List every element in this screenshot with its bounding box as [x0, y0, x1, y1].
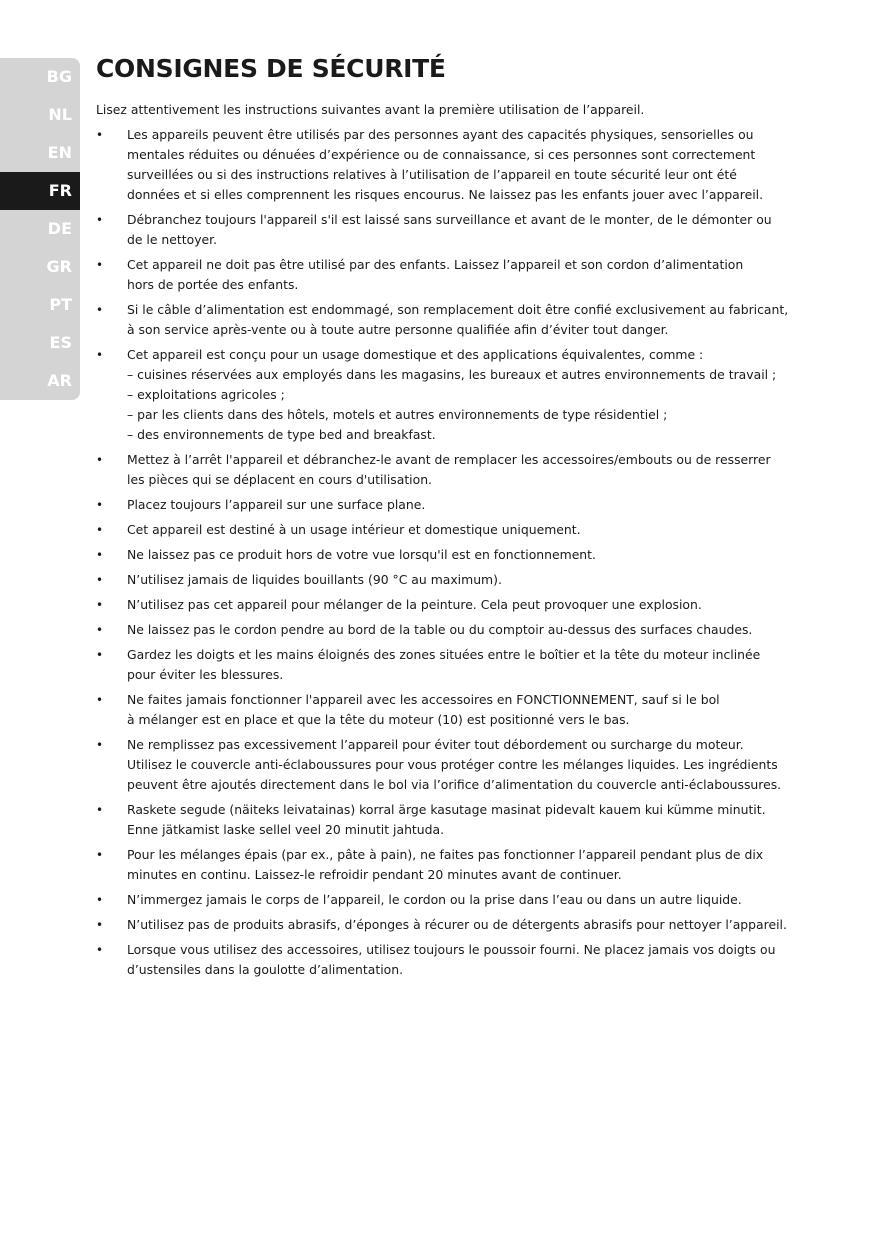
rule-text-line: Ne remplissez pas excessivement l’appareil pour éviter tout débordement ou surcharge du moteur.	[127, 737, 744, 752]
list-item	[96, 300, 806, 340]
rule-text-line: Cet appareil ne doit pas être utilisé par des enfants. Laissez l’appareil et son cordon d’alimentation	[127, 257, 744, 272]
rule-text-line: hors de portée des enfants.	[127, 277, 299, 292]
rule-text-line: minutes en continu. Laissez-le refroidir pendant 20 minutes avant de continuer.	[127, 867, 622, 882]
bullet-icon: •	[96, 348, 104, 362]
bullet-icon: •	[96, 453, 104, 467]
rule-text-line: Ne laissez pas ce produit hors de votre vue lorsqu'il est en fonctionnement.	[127, 547, 596, 562]
lang-tab-es[interactable]: ES	[49, 333, 72, 352]
lang-tab-nl[interactable]: NL	[48, 105, 72, 124]
bullet-icon: •	[96, 128, 104, 142]
rule-text-line: Cet appareil est destiné à un usage intérieur et domestique uniquement.	[127, 522, 581, 537]
bullet-icon: •	[96, 303, 104, 317]
lang-tab-en[interactable]: EN	[47, 143, 72, 162]
lang-tab-bg[interactable]: BG	[46, 67, 72, 86]
list-item	[96, 210, 806, 250]
rule-text-line: N’utilisez pas cet appareil pour mélanger de la peinture. Cela peut provoquer une explosion.	[127, 597, 702, 612]
rule-text-line: d’ustensiles dans la goulotte d’alimentation.	[127, 962, 404, 977]
bullet-icon: •	[96, 498, 104, 512]
safety-instructions	[96, 52, 806, 985]
list-item	[96, 735, 806, 795]
bullet-icon: •	[96, 918, 104, 932]
bullet-icon: •	[96, 738, 104, 752]
bullet-icon: •	[96, 258, 104, 272]
rule-text-line: N’utilisez pas de produits abrasifs, d’éponges à récurer ou de détergents abrasifs pour nettoyer l’appareil.	[127, 917, 787, 932]
list-item	[96, 345, 806, 445]
rule-text-line: peuvent être ajoutés directement dans le bol via l’orifice d’alimentation du couvercle anti-éclaboussures.	[127, 777, 782, 792]
intro-text: Lisez attentivement les instructions suivantes avant la première utilisation de l’appareil.	[96, 102, 645, 117]
rule-text-line: les pièces qui se déplacent en cours d'utilisation.	[127, 472, 432, 487]
lang-tab-gr[interactable]: GR	[46, 257, 72, 276]
bullet-icon: •	[96, 573, 104, 587]
rule-text-line: Utilisez le couvercle anti-éclaboussures pour vous protéger contre les mélanges liquides. Les ingrédients	[127, 757, 778, 772]
list-item	[96, 520, 806, 540]
rule-text-line: à mélanger est en place et que la tête du moteur (10) est positionné vers le bas.	[127, 712, 630, 727]
language-tabs	[0, 58, 80, 400]
rule-text-line: N’utilisez jamais de liquides bouillants (90 °C au maximum).	[127, 572, 502, 587]
bullet-icon: •	[96, 623, 104, 637]
rules-list	[96, 125, 806, 980]
rule-text-line: surveillées ou si des instructions relatives à l’utilisation de l’appareil en toute sécurité leur ont été	[127, 167, 737, 182]
rule-text-line: Ne laissez pas le cordon pendre au bord de la table ou du comptoir au-dessus des surfaces chaudes.	[127, 622, 753, 637]
bullet-icon: •	[96, 213, 104, 227]
rule-text-line: Placez toujours l’appareil sur une surface plane.	[127, 497, 426, 512]
list-item	[96, 915, 806, 935]
bullet-icon: •	[96, 693, 104, 707]
list-item	[96, 570, 806, 590]
list-item	[96, 940, 806, 980]
rule-text-line: N’immergez jamais le corps de l’appareil, le cordon ou la prise dans l’eau ou dans un autre liquide.	[127, 892, 742, 907]
page-title: CONSIGNES DE SÉCURITÉ	[96, 54, 446, 83]
rule-text-line: Gardez les doigts et les mains éloignés des zones situées entre le boîtier et la tête du moteur inclinée	[127, 647, 761, 662]
rule-text-line: – par les clients dans des hôtels, motels et autres environnements de type résidentiel ;	[127, 407, 668, 422]
rule-text-line: – exploitations agricoles ;	[127, 387, 285, 402]
rule-text-line: Enne jätkamist laske sellel veel 20 minutit jahtuda.	[127, 822, 445, 837]
list-item	[96, 800, 806, 840]
rule-text-line: Mettez à l’arrêt l'appareil et débranchez-le avant de remplacer les accessoires/embouts ou de resserrer	[127, 452, 771, 467]
list-item	[96, 495, 806, 515]
rule-text-line: Cet appareil est conçu pour un usage domestique et des applications équivalentes, comme :	[127, 347, 704, 362]
list-item	[96, 255, 806, 295]
list-item	[96, 845, 806, 885]
lang-tab-fr[interactable]: FR	[0, 172, 80, 210]
lang-tab-de[interactable]: DE	[47, 219, 72, 238]
lang-tab-pt[interactable]: PT	[49, 295, 72, 314]
rule-text-line: – cuisines réservées aux employés dans les magasins, les bureaux et autres environnements de travail ;	[127, 367, 777, 382]
list-item	[96, 645, 806, 685]
rule-text-line: Les appareils peuvent être utilisés par des personnes ayant des capacités physiques, sensorielles ou	[127, 127, 754, 142]
bullet-icon: •	[96, 803, 104, 817]
rule-text-line: à son service après-vente ou à toute autre personne qualifiée afin d’éviter tout danger.	[127, 322, 669, 337]
bullet-icon: •	[96, 523, 104, 537]
rule-text-line: Si le câble d’alimentation est endommagé, son remplacement doit être confié exclusivement au fabricant,	[127, 302, 789, 317]
rule-text-line: Raskete segude (näiteks leivatainas) korral ärge kasutage masinat pidevalt kauem kui kümme minutit.	[127, 802, 766, 817]
lang-tab-ar[interactable]: AR	[47, 371, 72, 390]
list-item	[96, 545, 806, 565]
bullet-icon: •	[96, 648, 104, 662]
list-item	[96, 450, 806, 490]
bullet-icon: •	[96, 548, 104, 562]
bullet-icon: •	[96, 893, 104, 907]
bullet-icon: •	[96, 848, 104, 862]
rule-text-line: de le nettoyer.	[127, 232, 218, 247]
list-item	[96, 125, 806, 205]
rule-text-line: Pour les mélanges épais (par ex., pâte à pain), ne faites pas fonctionner l’appareil pendant plus de dix	[127, 847, 764, 862]
rule-text-line: Ne faites jamais fonctionner l'appareil avec les accessoires en FONCTIONNEMENT, sauf si le bol	[127, 692, 720, 707]
rule-text-line: données et si elles comprennent les risques encourus. Ne laissez pas les enfants jouer avec l’appareil.	[127, 187, 764, 202]
rule-text-line: – des environnements de type bed and breakfast.	[127, 427, 436, 442]
bullet-icon: •	[96, 598, 104, 612]
list-item	[96, 595, 806, 615]
rule-text-line: pour éviter les blessures.	[127, 667, 284, 682]
bullet-icon: •	[96, 943, 104, 957]
list-item	[96, 690, 806, 730]
rule-text-line: Lorsque vous utilisez des accessoires, utilisez toujours le poussoir fourni. Ne placez jamais vos doigts ou	[127, 942, 776, 957]
list-item	[96, 890, 806, 910]
list-item	[96, 620, 806, 640]
rule-text-line: mentales réduites ou dénuées d’expérience ou de connaissance, si ces personnes sont correctement	[127, 147, 756, 162]
rule-text-line: Débranchez toujours l'appareil s'il est laissé sans surveillance et avant de le monter, de le démonter ou	[127, 212, 772, 227]
